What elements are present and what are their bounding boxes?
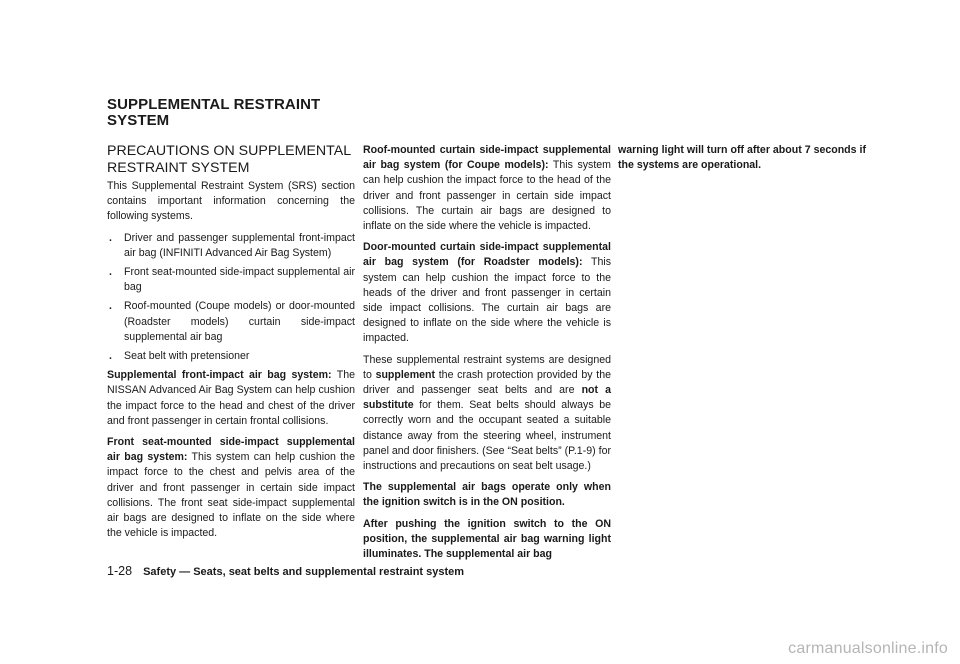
- warning-light-start: After pushing the ignition switch to the ON position, the supplemental air bag warning light illuminates. The supplemental air bag: [363, 517, 611, 561]
- warning-light-end: warning light will turn off after about 7 seconds if the systems are operational.: [618, 144, 866, 172]
- side-impact-paragraph: [107, 435, 355, 541]
- supplement-paragraph: [363, 353, 611, 475]
- side-impact-body: This system can help cushion the impact force to the chest and pelvis area of the driver and front passenger in certain side impact collisions. The front seat side-impact supplemental air bags are designed to inflate on the side where the vehicle is impacted.: [107, 451, 355, 540]
- door-curtain-body: This system can help cushion the impact force to the heads of the driver and front passenger in certain side impact collisions. The curtain air bags are designed to inflate on the side where the vehicle is impacted.: [363, 256, 611, 345]
- list-item: [107, 231, 355, 261]
- systems-list: [107, 231, 355, 365]
- section-title: [107, 97, 320, 129]
- front-impact-body: The NISSAN Advanced Air Bag System can help cushion the impact force to the head and chest of the driver and front passenger in certain frontal collisions.: [107, 369, 355, 427]
- front-impact-heading: Supplemental front-impact air bag system:: [107, 369, 332, 382]
- roof-curtain-paragraph: [363, 143, 611, 234]
- operate-note: The supplemental air bags operate only when the ignition switch is in the ON position.: [363, 481, 611, 509]
- list-item-text: Roof-mounted (Coupe models) or door-mounted (Roadster models) curtain side-impact supplemental air bag: [124, 300, 355, 343]
- list-item: [107, 265, 355, 295]
- not-substitute-emphasis: not a substitute: [363, 384, 611, 412]
- supplement-text-2: the crash protection provided by the driver and passenger seat belts and are: [363, 368, 611, 397]
- supplement-text-1: These supplemental restraint systems are designed to: [363, 353, 611, 381]
- bullet-dot-icon: .: [109, 300, 112, 313]
- page-number: 1-28: [107, 564, 133, 578]
- bullet-dot-icon: .: [109, 266, 112, 279]
- column-3: [618, 143, 866, 179]
- page-footer: [107, 564, 464, 579]
- door-curtain-heading: Door-mounted curtain side-impact supplemental air bag system (for Roadster models):: [363, 241, 611, 269]
- list-item-text: Seat belt with pretensioner: [124, 350, 250, 363]
- bullet-dot-icon: .: [109, 231, 112, 244]
- bullet-dot-icon: .: [109, 350, 112, 363]
- side-impact-heading: Front seat-mounted side-impact supplemental air bag system:: [107, 436, 355, 464]
- section-title-line2: SYSTEM: [107, 112, 170, 129]
- column-2: [363, 143, 611, 568]
- footer-title: Safety — Seats, seat belts and supplemental restraint system: [143, 566, 465, 578]
- subheading-line1: PRECAUTIONS ON SUPPLEMENTAL: [107, 143, 352, 159]
- list-item-text: Front seat-mounted side-impact supplemental air bag: [124, 266, 355, 294]
- intro-paragraph: This Supplemental Restraint System (SRS) section contains important information concerning the following systems.: [107, 180, 355, 223]
- precautions-subheading: [107, 143, 355, 177]
- list-item: [107, 349, 355, 364]
- list-item: [107, 299, 355, 345]
- supplement-emphasis: supplement: [375, 368, 436, 381]
- subheading-line2: RESTRAINT SYSTEM: [107, 160, 250, 176]
- front-impact-paragraph: [107, 368, 355, 429]
- roof-curtain-heading: Roof-mounted curtain side-impact supplemental air bag system (for Coupe models):: [363, 144, 611, 172]
- supplement-text-3: for them. Seat belts should always be correctly worn and the occupant seated a suitable distance away from the steering wheel, instrument panel and door finishers. (See “Seat belts” (P.1-9) for instructions and precautions on seat belt usage.): [363, 399, 611, 473]
- roof-curtain-body: This system can help cushion the impact force to the head of the driver and front passenger in certain side impact collisions. The curtain air bags are designed to inflate on the side where the vehicle is impacted.: [363, 159, 611, 233]
- watermark: carmanualsonline.info: [788, 640, 948, 657]
- list-item-text: Driver and passenger supplemental front-impact air bag (INFINITI Advanced Air Bag System): [124, 231, 355, 259]
- door-curtain-paragraph: [363, 240, 611, 346]
- section-title-line1: SUPPLEMENTAL RESTRAINT: [107, 96, 321, 113]
- column-1: [107, 143, 355, 547]
